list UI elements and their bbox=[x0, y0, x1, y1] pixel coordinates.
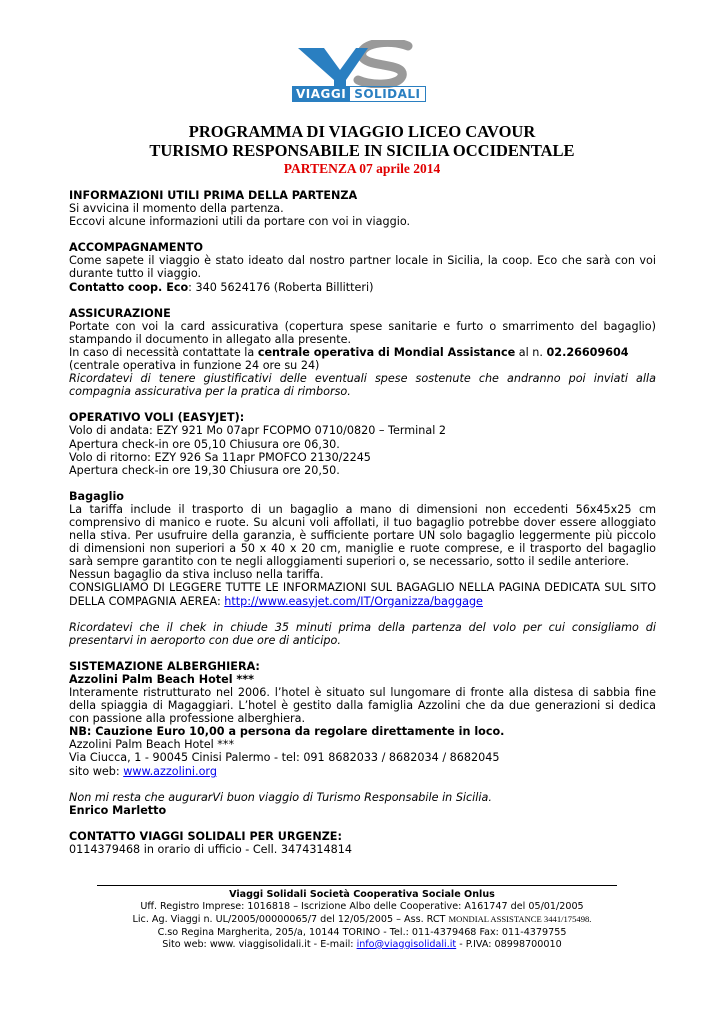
urgenze-heading: CONTATTO VIAGGI SOLIDALI PER URGENZE: bbox=[69, 829, 342, 843]
assistance-name: centrale operativa di Mondial Assistance bbox=[257, 345, 516, 359]
footer-license-text: Lic. Ag. Viaggi n. UL/2005/00000065/7 del 12/05/2005 – Ass. RCT bbox=[132, 914, 449, 926]
footer-vat: - P.IVA: 08998700010 bbox=[456, 938, 562, 950]
volo-ritorno: Volo di ritorno: EZY 926 Sa 11apr PMOFCO 2130/2245 bbox=[69, 450, 371, 464]
volo-andata: Volo di andata: EZY 921 Mo 07apr FCOPMO 0710/0820 – Terminal 2 bbox=[69, 424, 446, 438]
hotel-address-2: Via Ciucca, 1 - 90045 Cinisi Palermo - tel: 091 8682033 / 8682034 / 8682045 bbox=[69, 751, 500, 765]
checkin-andata: Apertura check-in ore 05,10 Chiusura ore 06,30. bbox=[69, 437, 340, 451]
hotel-description: Interamente ristrutturato nel 2006. l’hotel è situato sul lungomare di fronte alla distesa di sabbia fine della spiaggia di Magaggiari. L’hotel è gestito dalla famiglia Azzolini che da due generazioni si dedica con passione alla professione alberghiera. bbox=[69, 686, 656, 726]
info-heading: INFORMAZIONI UTILI PRIMA DELLA PARTENZA bbox=[69, 189, 358, 202]
logo-word-solidali: SOLIDALI bbox=[350, 86, 425, 102]
bagaglio-text-1: La tariffa include il trasporto di un bagaglio a mano di dimensioni non eccedenti 56x45x25 cm comprensivo di manico e ruote. Su alcuni voli affollati, il tuo bagaglio potrebbe dover essere alloggiato nella stiva. Per usufruire della garanzia, è sufficiente portare UN solo bagaglio leggermente più piccolo di dimensioni non superiori a 50 x 40 x 20 cm, maniglie e ruote comprese, e il trasporto del bagaglio sarà sempre garantito con te negli alloggiamenti superiori o, se necessario, sotto il sedile anteriore. bbox=[69, 502, 656, 569]
section-bagaglio bbox=[69, 490, 656, 608]
hotel-site-link[interactable]: www.azzolini.org bbox=[123, 764, 217, 778]
urgenze-text: 0114379468 in orario di ufficio - Cell. 3474314814 bbox=[69, 842, 353, 856]
assicurazione-text-1: Portate con voi la card assicurativa (copertura spese sanitarie e furto o smarrimento del bagaglio) stampando il documento in allegato alla presente. bbox=[69, 319, 656, 346]
departure-date: PARTENZA 07 aprile 2014 bbox=[283, 161, 441, 176]
hotel-site-label: sito web: bbox=[69, 764, 124, 778]
hotel-deposit: NB: Cauzione Euro 10,00 a persona da regolare direttamente in loco. bbox=[69, 725, 505, 739]
closing-wish: Non mi resta che augurarVi buon viaggio di Turismo Responsabile in Sicilia. bbox=[69, 790, 492, 804]
checkin-ritorno: Apertura check-in ore 19,30 Chiusura ore 20,50. bbox=[69, 463, 340, 477]
logo-word-viaggi: VIAGGI bbox=[292, 86, 350, 102]
hotel-address-1: Azzolini Palm Beach Hotel *** bbox=[69, 738, 235, 752]
hotel-heading: SISTEMAZIONE ALBERGHIERA: bbox=[69, 659, 260, 673]
footer-insurance: MONDIAL ASSISTANCE 3441/175498. bbox=[448, 914, 592, 925]
page-footer bbox=[0, 889, 724, 951]
footer-license bbox=[0, 913, 724, 926]
hotel-name: Azzolini Palm Beach Hotel *** bbox=[69, 672, 254, 686]
section-assicurazione bbox=[69, 307, 656, 399]
section-urgenze bbox=[69, 830, 656, 856]
section-info bbox=[69, 189, 656, 228]
document-title bbox=[0, 122, 724, 177]
signature: Enrico Marletto bbox=[69, 803, 167, 817]
logo-mark-icon bbox=[288, 40, 438, 88]
footer-email-link[interactable]: info@viaggisolidali.it bbox=[356, 938, 457, 950]
bagaglio-heading: Bagaglio bbox=[69, 489, 124, 503]
footer-registry: Uff. Registro Imprese: 1016818 – Iscrizione Albo delle Cooperative: A161747 del 05/01/2005 bbox=[140, 901, 584, 913]
footer-divider bbox=[97, 885, 617, 886]
easyjet-baggage-link[interactable]: http://www.easyjet.com/IT/Organizza/baggage bbox=[224, 594, 483, 608]
info-line-2: Eccovi alcune informazioni utili da portare con voi in viaggio. bbox=[69, 215, 411, 229]
logo-wordmark bbox=[292, 86, 440, 102]
company-logo bbox=[288, 40, 438, 106]
section-checkin-note bbox=[69, 621, 656, 647]
bagaglio-advice: CONSIGLIAMO DI LEGGERE TUTTE LE INFORMAZIONI SUL BAGAGLIO NELLA PAGINA DEDICATA SUL SITO DELLA COMPAGNIA AEREA: bbox=[69, 581, 656, 608]
checkin-note: Ricordatevi che il chek in chiude 35 minuti prima della partenza del volo per cui consigliamo di presentarvi in aeroporto con due ore di anticipo. bbox=[69, 620, 656, 647]
footer-company: Viaggi Solidali Società Cooperativa Sociale Onlus bbox=[229, 889, 495, 900]
section-closing bbox=[69, 791, 656, 817]
footer-address: C.so Regina Margherita, 205/a, 10144 TORINO - Tel.: 011-4379468 Fax: 011-4379755 bbox=[157, 926, 567, 938]
assicurazione-text-3: (centrale operativa in funzione 24 ore su 24) bbox=[69, 359, 320, 373]
bagaglio-text-3 bbox=[69, 581, 656, 607]
assistance-number: 02.26609604 bbox=[546, 345, 629, 359]
assicurazione-note: Ricordatevi di tenere giustificativi delle eventuali spese sostenute che andranno poi inviati alla compagnia assicurativa per la pratica di rimborso. bbox=[69, 372, 656, 399]
hotel-site bbox=[69, 765, 656, 778]
bagaglio-text-2: Nessun bagaglio da stiva incluso nella tariffa. bbox=[69, 568, 324, 582]
section-accompagnamento bbox=[69, 241, 656, 293]
section-hotel bbox=[69, 660, 656, 778]
section-voli bbox=[69, 411, 656, 476]
footer-contacts bbox=[0, 939, 724, 951]
document-body bbox=[69, 189, 656, 869]
assicurazione-heading: ASSICURAZIONE bbox=[69, 306, 171, 320]
voli-heading: OPERATIVO VOLI (EASYJET): bbox=[69, 411, 245, 425]
accompagnamento-contact bbox=[69, 281, 656, 294]
accompagnamento-heading: ACCOMPAGNAMENTO bbox=[69, 241, 204, 255]
assicurazione-text-2 bbox=[69, 346, 656, 359]
contact-label: Contatto coop. Eco bbox=[69, 280, 189, 294]
title-line-1: PROGRAMMA DI VIAGGIO LICEO CAVOUR bbox=[188, 122, 536, 141]
contact-value: : 340 5624176 (Roberta Billitteri) bbox=[188, 280, 374, 294]
assistance-mid: al n. bbox=[515, 345, 547, 359]
info-line-1: Si avvicina il momento della partenza. bbox=[69, 202, 284, 216]
assistance-pre: In caso di necessità contattate la bbox=[69, 345, 258, 359]
title-line-2: TURISMO RESPONSABILE IN SICILIA OCCIDENTALE bbox=[149, 141, 575, 160]
footer-site: Sito web: www. viaggisolidali.it - E-mail: bbox=[162, 938, 357, 950]
accompagnamento-text: Come sapete il viaggio è stato ideato dal nostro partner locale in Sicilia, la coop. Eco che sarà con voi durante tutto il viaggio. bbox=[69, 254, 656, 281]
